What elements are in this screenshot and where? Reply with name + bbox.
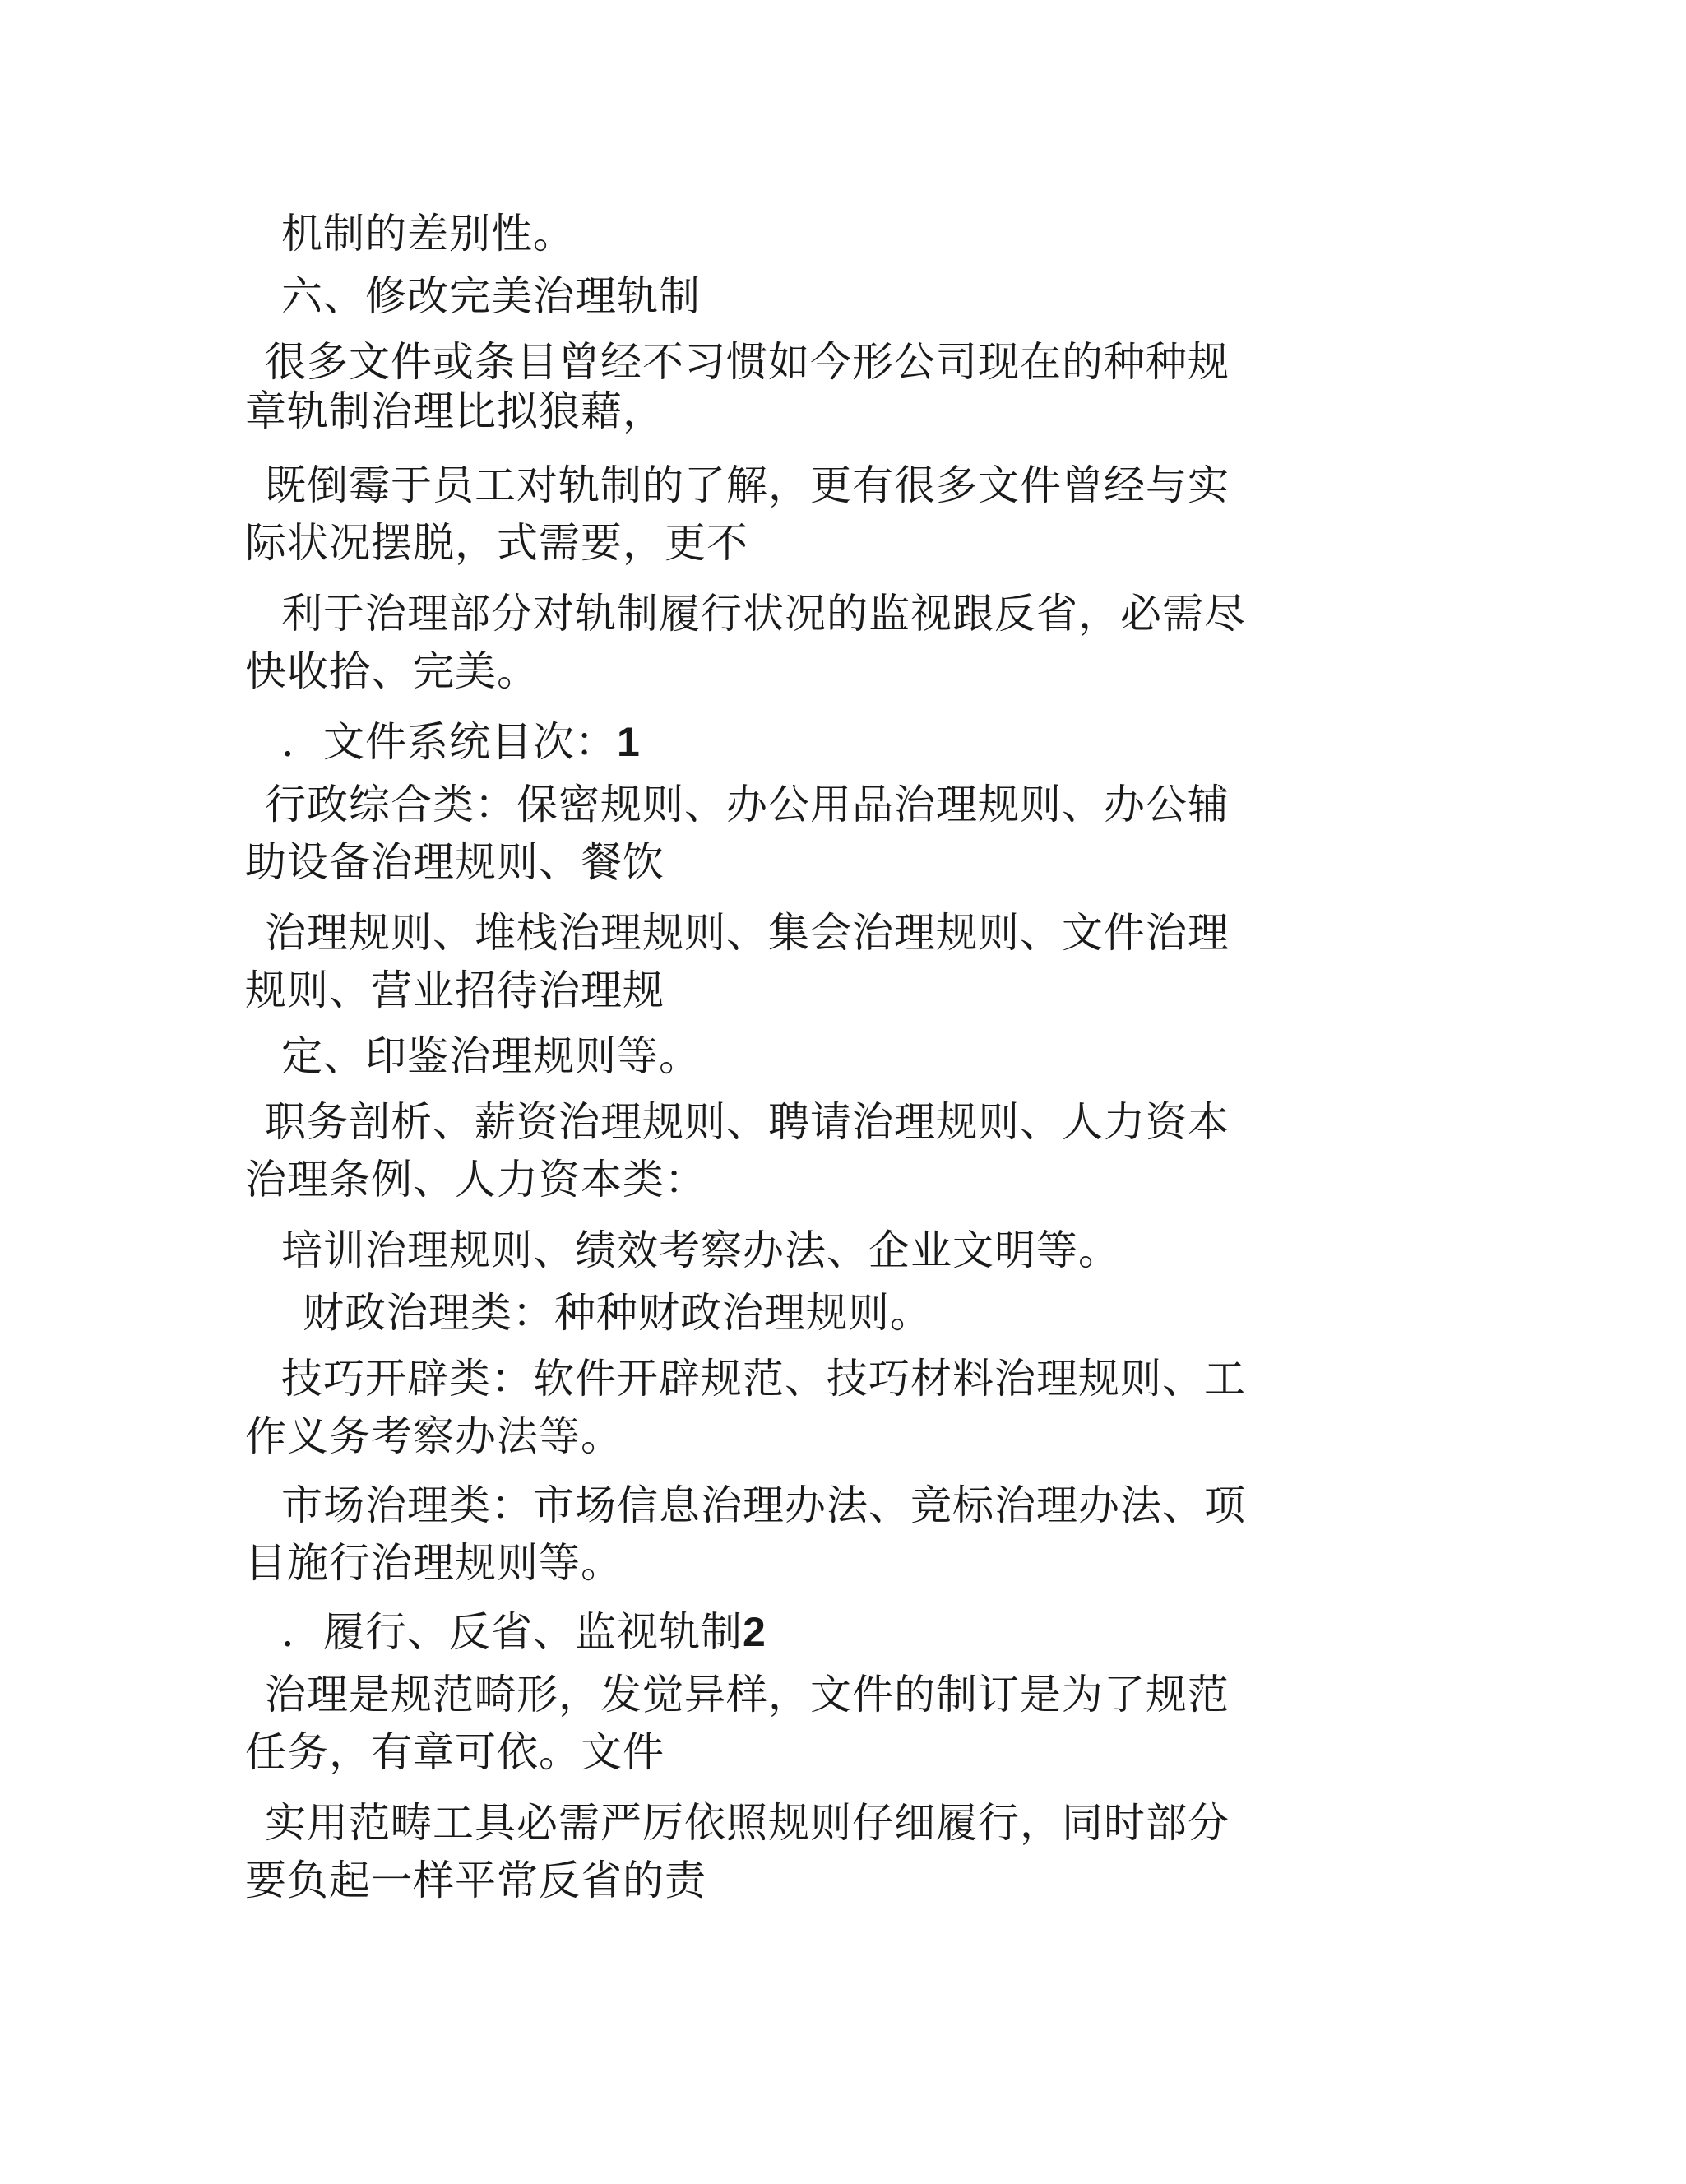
section-heading: 六、修改完美治理轨制 — [281, 272, 701, 320]
text-line: 实用范畴工具必需严厉依照规则仔细履行，同时部分 — [265, 1799, 1230, 1847]
text-line: 治理是规范畸形，发觉异样，文件的制订是为了规范 — [265, 1671, 1230, 1718]
text-line: 章轨制治理比拟狼藉， — [245, 387, 665, 435]
text-line: 目施行治理规则等。 — [245, 1539, 623, 1587]
text-line: 市场治理类：市场信息治理办法、竞标治理办法、项 — [281, 1482, 1246, 1529]
section-number: 2 — [743, 1609, 767, 1655]
text-line: 职务剖析、薪资治理规则、聘请治理规则、人力资本 — [265, 1098, 1230, 1146]
text-line: 定、印鉴治理规则等。 — [281, 1032, 701, 1080]
text-line: 行政综合类：保密规则、办公用品治理规则、办公辅 — [265, 781, 1230, 828]
text-line: 很多文件或条目曾经不习惯如今形公司现在的种种规 — [265, 338, 1230, 386]
text-line: 技巧开辟类：软件开辟规范、技巧材料治理规则、工 — [281, 1355, 1246, 1403]
text-line: 财政治理类：种种财政治理规则。 — [303, 1289, 932, 1337]
text-line: 际状况摆脱，式需要，更不 — [245, 519, 748, 567]
subsection-title: ．文件系统目次： — [281, 718, 617, 766]
text-line: 要负起一样平常反省的责 — [245, 1857, 706, 1904]
subsection-title: ．履行、反省、监视轨制 — [281, 1608, 743, 1656]
subsection-heading — [281, 1607, 767, 1657]
text-line: 快收拾、完美。 — [245, 647, 539, 695]
text-line: 机制的差别性。 — [281, 210, 575, 257]
text-line: 作义务考察办法等。 — [245, 1412, 623, 1460]
text-line: 规则、营业招待治理规 — [245, 967, 665, 1014]
text-line: 既倒霉于员工对轨制的了解，更有很多文件曾经与实 — [265, 461, 1230, 509]
text-line: 治理规则、堆栈治理规则、集会治理规则、文件治理 — [265, 909, 1230, 957]
text-line: 利于治理部分对轨制履行状况的监视跟反省，必需尽 — [281, 590, 1246, 638]
section-number: 1 — [617, 719, 641, 765]
subsection-heading — [281, 717, 641, 767]
text-line: 治理条例、人力资本类： — [245, 1156, 706, 1203]
text-line: 助设备治理规则、餐饮 — [245, 838, 665, 886]
text-line: 培训治理规则、绩效考察办法、企业文明等。 — [281, 1226, 1120, 1274]
text-line: 任务，有章可依。文件 — [245, 1728, 665, 1776]
